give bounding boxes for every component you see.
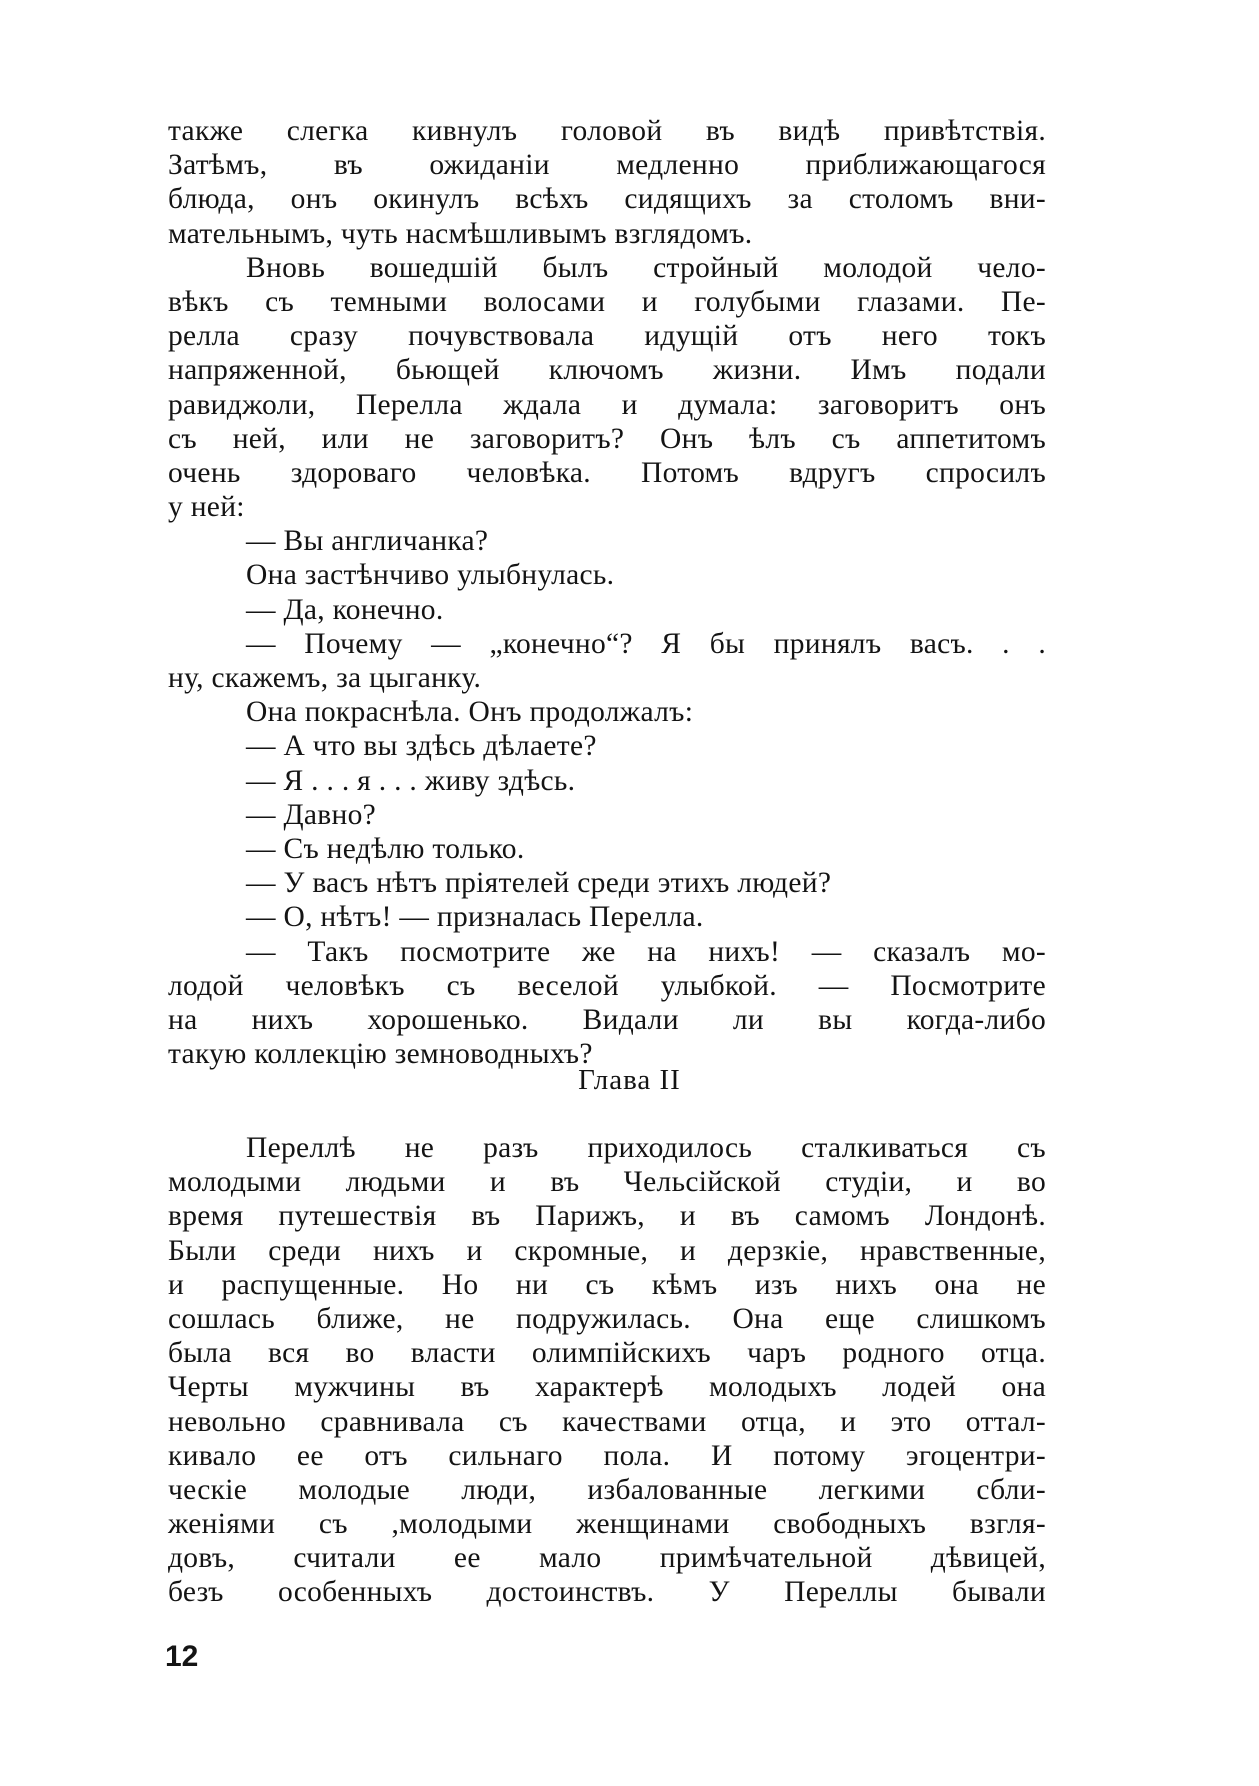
text-line: кивало ее отъ сильнаго пола. И потому эгоцентри- bbox=[168, 1439, 1046, 1472]
text-line: вѣкъ съ темными волосами и голубыми глазами. Пе- bbox=[168, 285, 1046, 318]
text-line: и распущенные. Но ни съ кѣмъ изъ нихъ она не bbox=[168, 1268, 1046, 1301]
text-line: очень здороваго человѣка. Потомъ вдругъ спросилъ bbox=[168, 456, 1046, 489]
text-line: напряженной, бьющей ключомъ жизни. Имъ подали bbox=[168, 354, 1046, 387]
text-line: релла сразу почувствовала идущій отъ него токъ bbox=[168, 320, 1046, 353]
paragraph-start-line: Переллѣ не разъ приходилось сталкиваться съ bbox=[246, 1132, 1046, 1164]
text-line: съ ней, или не заговоритъ? Онъ ѣлъ съ аппетитомъ bbox=[168, 422, 1046, 455]
dialogue-line: — Да, конечно. bbox=[246, 593, 444, 626]
text-line: блюда, онъ окинулъ всѣхъ сидящихъ за столомъ вни- bbox=[168, 183, 1046, 216]
dialogue-line: — А что вы здѣсь дѣлаете? bbox=[246, 730, 597, 763]
text-line: у ней: bbox=[168, 491, 245, 524]
dialogue-line: — Съ недѣлю только. bbox=[246, 832, 525, 865]
text-line: Черты мужчины въ характерѣ молодыхъ лодей она bbox=[168, 1371, 1046, 1404]
text-block-bottom bbox=[168, 1131, 1046, 1610]
text-line: была вся во власти олимпійскихъ чаръ родного отца. bbox=[168, 1337, 1046, 1370]
text-line: женіями съ ,молодыми женщинами свободныхъ взгля- bbox=[168, 1508, 1046, 1541]
text-line: сошлась ближе, не подружилась. Она еще слишкомъ bbox=[168, 1302, 1046, 1335]
text-line: невольно сравнивала съ качествами отца, и это оттал- bbox=[168, 1405, 1046, 1438]
dialogue-line: — У васъ нѣтъ пріятелей среди этихъ людей? bbox=[246, 867, 832, 900]
text-line: такую коллекцію земноводныхъ? bbox=[168, 1038, 593, 1071]
dialogue-line: — Вы англичанка? bbox=[246, 525, 489, 558]
text-line: также слегка кивнулъ головой въ видѣ привѣтствія. bbox=[168, 115, 1046, 147]
text-line: равиджоли, Перелла ждала и думала: заговоритъ онъ bbox=[168, 388, 1046, 421]
dialogue-line: Она застѣнчиво улыбнулась. bbox=[246, 559, 615, 592]
text-line: лодой человѣкъ съ веселой улыбкой. — Посмотрите bbox=[168, 969, 1046, 1002]
dialogue-line: — Я . . . я . . . живу здѣсь. bbox=[246, 764, 576, 797]
dialogue-line: — Такъ посмотрите же на нихъ! — сказалъ мо- bbox=[246, 935, 1046, 968]
text-line: Затѣмъ, въ ожиданіи медленно приближающагося bbox=[168, 149, 1046, 182]
text-line: безъ особенныхъ достоинствъ. У Переллы бывали bbox=[168, 1576, 1046, 1609]
dialogue-line: — О, нѣтъ! — призналась Перелла. bbox=[246, 901, 704, 934]
dialogue-line: Она покраснѣла. Онъ продолжалъ: bbox=[246, 696, 694, 729]
text-line: мательнымъ, чуть насмѣшливымъ взглядомъ. bbox=[168, 217, 753, 250]
text-line: молодыми людьми и въ Чельсійской студіи, и во bbox=[168, 1166, 1046, 1199]
page-number: 12 bbox=[165, 1640, 199, 1673]
text-line: довъ, считали ее мало примѣчательной дѣвицей, bbox=[168, 1542, 1046, 1575]
dialogue-line: — Давно? bbox=[246, 798, 377, 831]
paragraph-start-line: Вновь вошедшій былъ стройный молодой чело- bbox=[246, 251, 1046, 284]
text-line: ческіе молодые люди, избалованные легкими сбли- bbox=[168, 1473, 1046, 1506]
text-block-top bbox=[168, 114, 1046, 1071]
chapter-heading: Глава II bbox=[578, 1064, 681, 1096]
text-line: Были среди нихъ и скромные, и дерзкіе, нравственные, bbox=[168, 1234, 1046, 1267]
text-line: ну, скажемъ, за цыганку. bbox=[168, 662, 482, 694]
text-line: на нихъ хорошенько. Видали ли вы когда-либо bbox=[168, 1003, 1046, 1036]
dialogue-line: — Почему — „конечно“? Я бы принялъ васъ. . . bbox=[246, 627, 1046, 660]
text-line: время путешествія въ Парижъ, и въ самомъ Лондонѣ. bbox=[168, 1200, 1046, 1233]
